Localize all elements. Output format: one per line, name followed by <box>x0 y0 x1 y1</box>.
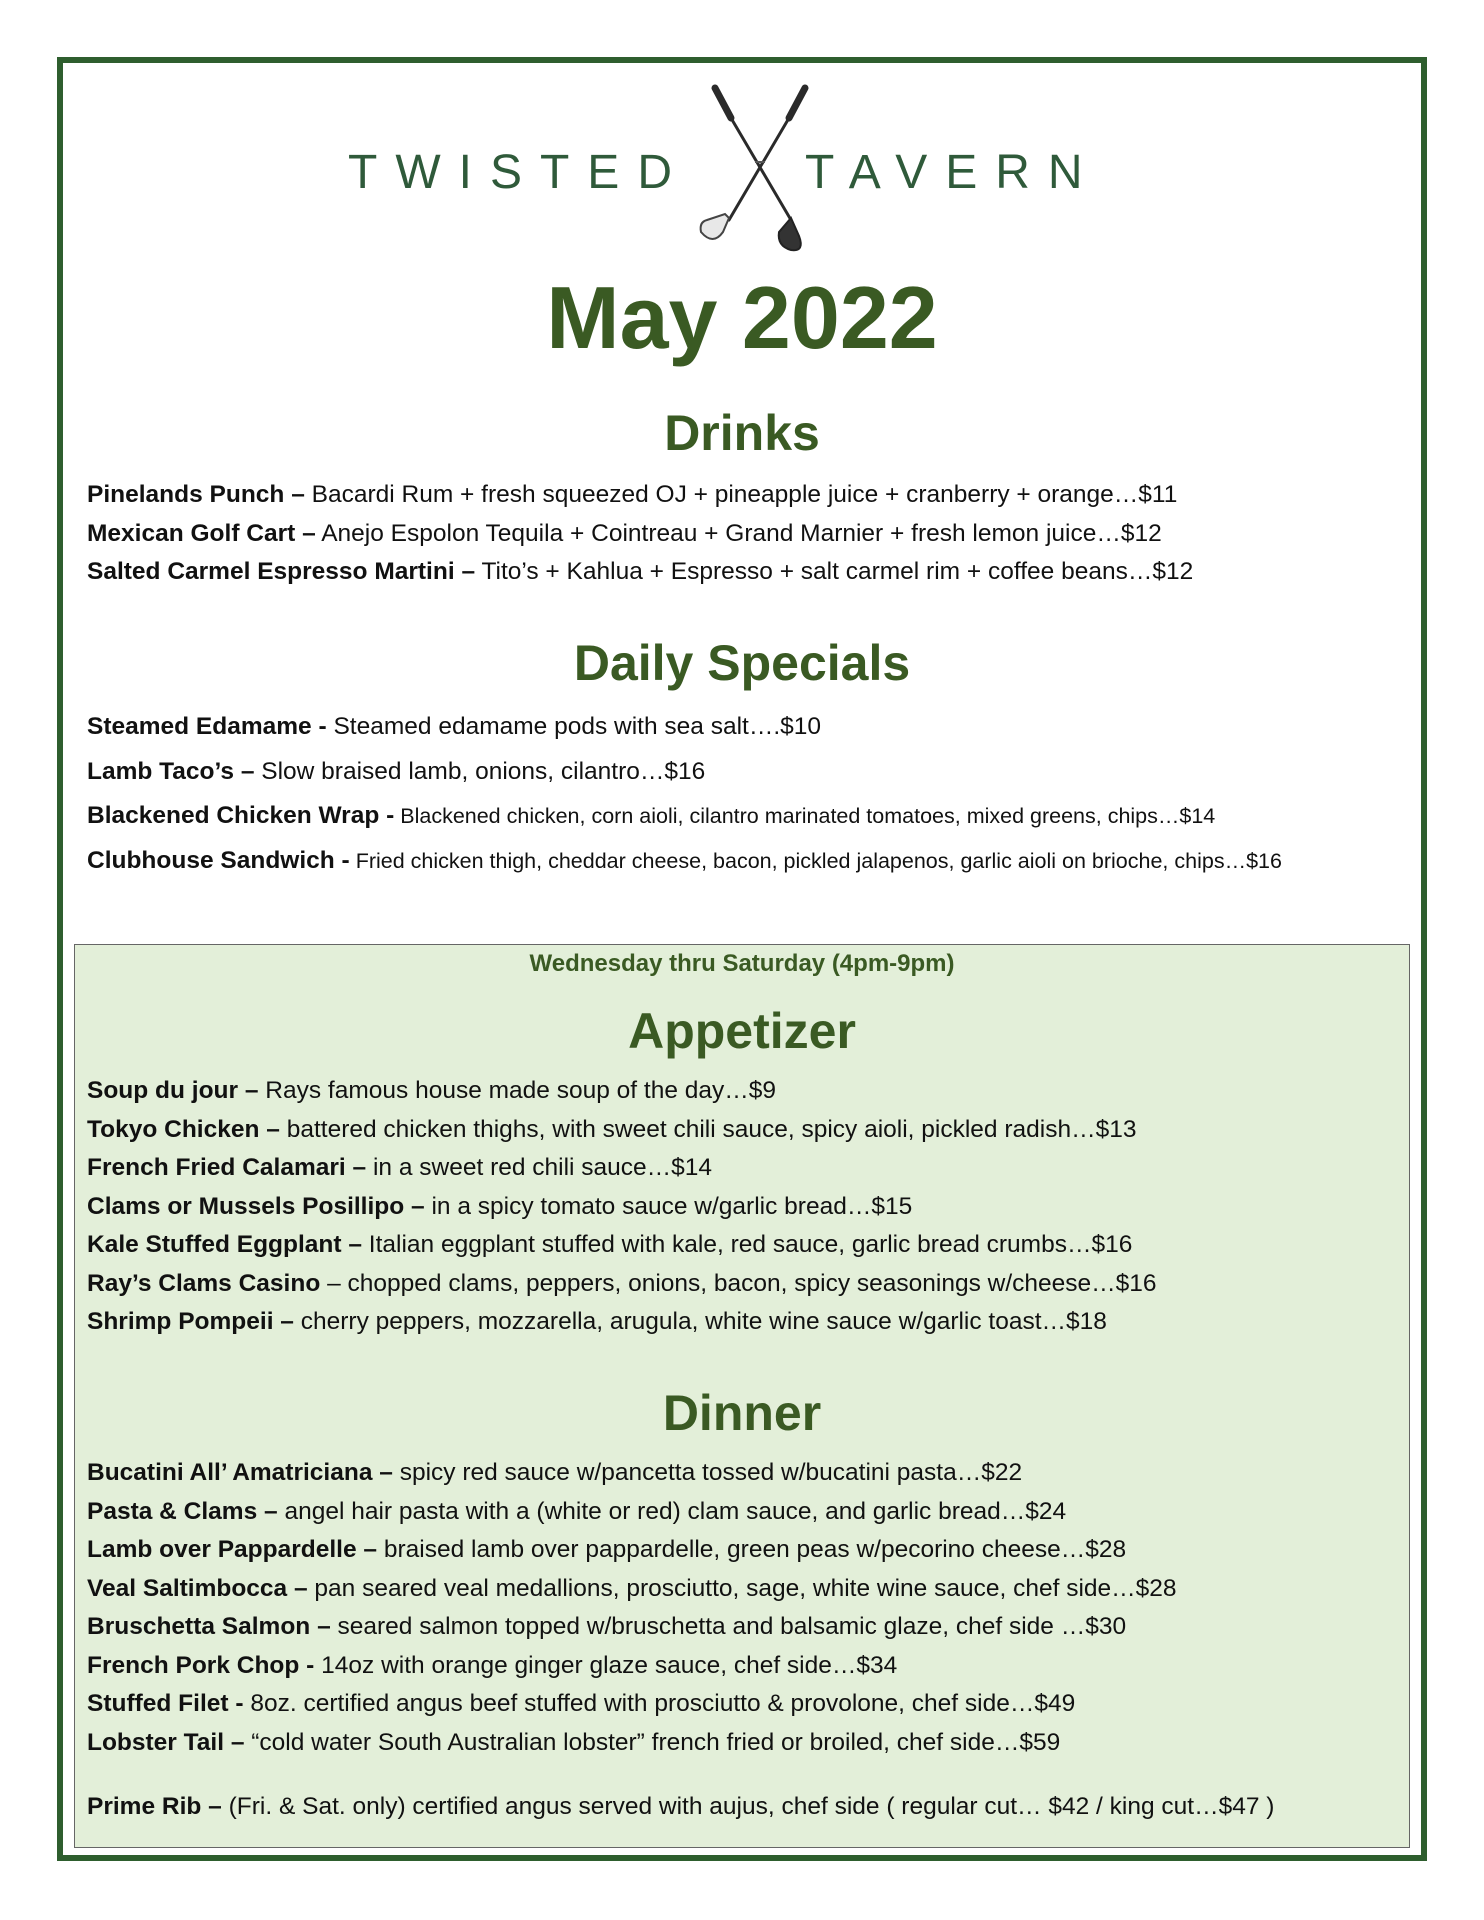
item-name: Mexican Golf Cart – <box>87 519 316 547</box>
list-item <box>87 1303 1157 1342</box>
drinks-list <box>87 476 1193 592</box>
list-item <box>87 839 1282 884</box>
list-item <box>87 1493 1177 1532</box>
item-name: Lamb Taco’s – <box>87 757 255 785</box>
item-name: Clubhouse Sandwich - <box>87 846 350 874</box>
item-desc: 14oz with orange ginger glaze sauce, chef side…$34 <box>314 1651 898 1679</box>
list-item <box>87 476 1193 515</box>
item-desc: in a spicy tomato sauce w/garlic bread…$15 <box>424 1192 913 1220</box>
list-item <box>87 1072 1157 1111</box>
list-item <box>87 1647 1177 1686</box>
item-desc: cherry peppers, mozzarella, arugula, white wine sauce w/garlic toast…$18 <box>293 1308 1107 1335</box>
item-name: Stuffed Filet - <box>87 1690 244 1717</box>
list-item <box>87 1454 1177 1493</box>
item-desc: – chopped clams, peppers, onions, bacon, spicy seasonings w/cheese…$16 <box>320 1269 1157 1297</box>
list-item <box>87 1685 1177 1724</box>
item-name: Lobster Tail – <box>87 1728 245 1756</box>
specials-heading: Daily Specials <box>573 635 911 691</box>
item-desc: Bacardi Rum + fresh squeezed OJ + pineapple juice + cranberry + orange…$11 <box>304 481 1178 508</box>
list-item <box>87 1570 1177 1609</box>
item-name: Lamb over Pappardelle – <box>87 1536 378 1563</box>
item-name: French Fried Calamari – <box>87 1154 367 1181</box>
prime-rib-line <box>87 1788 1274 1827</box>
item-desc: Anejo Espolon Tequila + Cointreau + Grand Marnier + fresh lemon juice…$12 <box>315 519 1162 547</box>
item-desc: Blackened chicken, corn aioli, cilantro marinated tomatoes, mixed greens, chips…$14 <box>394 804 1216 828</box>
item-desc: “cold water South Australian lobster” french fried or broiled, chef side…$59 <box>244 1728 1061 1756</box>
hours-note: Wednesday thru Saturday (4pm-9pm) <box>529 950 955 977</box>
item-desc: in a sweet red chili sauce…$14 <box>366 1154 713 1181</box>
item-desc: Slow braised lamb, onions, cilantro…$16 <box>254 757 706 785</box>
item-name: Bucatini All’ Amatriciana – <box>87 1459 393 1486</box>
specials-list <box>87 705 1282 883</box>
appetizer-list <box>87 1072 1157 1342</box>
list-item <box>87 1149 1157 1188</box>
item-name: Salted Carmel Espresso Martini – <box>87 558 476 585</box>
list-item <box>87 1788 1274 1827</box>
item-desc: Italian eggplant stuffed with kale, red sauce, garlic bread crumbs…$16 <box>361 1231 1133 1258</box>
item-desc: braised lamb over pappardelle, green peas w/pecorino cheese…$28 <box>377 1536 1127 1563</box>
item-desc: angel hair pasta with a (white or red) clam sauce, and garlic bread…$24 <box>277 1497 1067 1525</box>
item-desc: Steamed edamame pods with sea salt….$10 <box>326 713 822 740</box>
item-desc: (Fri. & Sat. only) certified angus served with aujus, chef side ( regular cut… $42 / king cut…$47 ) <box>221 1793 1275 1820</box>
item-name: Ray’s Clams Casino <box>87 1269 321 1297</box>
list-item <box>87 1111 1157 1150</box>
list-item <box>87 1226 1157 1265</box>
logo-word-left: TWISTED <box>348 146 690 199</box>
list-item <box>87 794 1282 839</box>
item-desc: Rays famous house made soup of the day…$9 <box>258 1077 777 1104</box>
item-name: Soup du jour – <box>87 1077 259 1104</box>
drinks-heading: Drinks <box>664 405 820 461</box>
item-name: Veal Saltimbocca – <box>87 1574 308 1602</box>
item-name: Bruschetta Salmon – <box>87 1613 331 1640</box>
list-item <box>87 1531 1177 1570</box>
item-name: Tokyo Chicken – <box>87 1115 280 1143</box>
item-name: Shrimp Pompeii – <box>87 1308 294 1335</box>
item-desc: seared salmon topped w/bruschetta and balsamic glaze, chef side …$30 <box>330 1613 1127 1640</box>
list-item <box>87 1608 1177 1647</box>
item-name: Pasta & Clams – <box>87 1497 278 1525</box>
list-item <box>87 515 1193 554</box>
item-desc: spicy red sauce w/pancetta tossed w/bucatini pasta…$22 <box>392 1459 1023 1486</box>
list-item <box>87 705 1282 750</box>
appetizer-heading: Appetizer <box>628 1003 856 1059</box>
logo-word-right: TAVERN <box>805 146 1101 199</box>
list-item <box>87 553 1193 592</box>
item-name: Prime Rib – <box>87 1793 222 1820</box>
item-name: Steamed Edamame - <box>87 713 327 740</box>
dinner-heading: Dinner <box>662 1385 822 1441</box>
item-name: Kale Stuffed Eggplant – <box>87 1231 362 1258</box>
twisted-tavern-logo <box>340 82 1140 262</box>
item-desc: battered chicken thighs, with sweet chili sauce, spicy aioli, pickled radish…$13 <box>279 1115 1137 1143</box>
item-desc: Fried chicken thigh, cheddar cheese, bacon, pickled jalapenos, garlic aioli on brioche, chips…$16 <box>349 848 1282 873</box>
dinner-list <box>87 1454 1177 1762</box>
item-desc: pan seared veal medallions, prosciutto, sage, white wine sauce, chef side…$28 <box>307 1574 1177 1602</box>
list-item <box>87 1265 1157 1304</box>
item-desc: Tito’s + Kahlua + Espresso + salt carmel rim + coffee beans…$12 <box>475 558 1194 585</box>
item-name: French Pork Chop - <box>87 1651 315 1679</box>
list-item <box>87 1724 1177 1763</box>
item-name: Blackened Chicken Wrap - <box>87 802 395 829</box>
list-item <box>87 750 1282 795</box>
item-desc: 8oz. certified angus beef stuffed with prosciutto & provolone, chef side…$49 <box>243 1690 1076 1717</box>
month-title: May 2022 <box>546 268 938 367</box>
list-item <box>87 1188 1157 1227</box>
item-name: Clams or Mussels Posillipo – <box>87 1192 425 1220</box>
item-name: Pinelands Punch – <box>87 481 305 508</box>
